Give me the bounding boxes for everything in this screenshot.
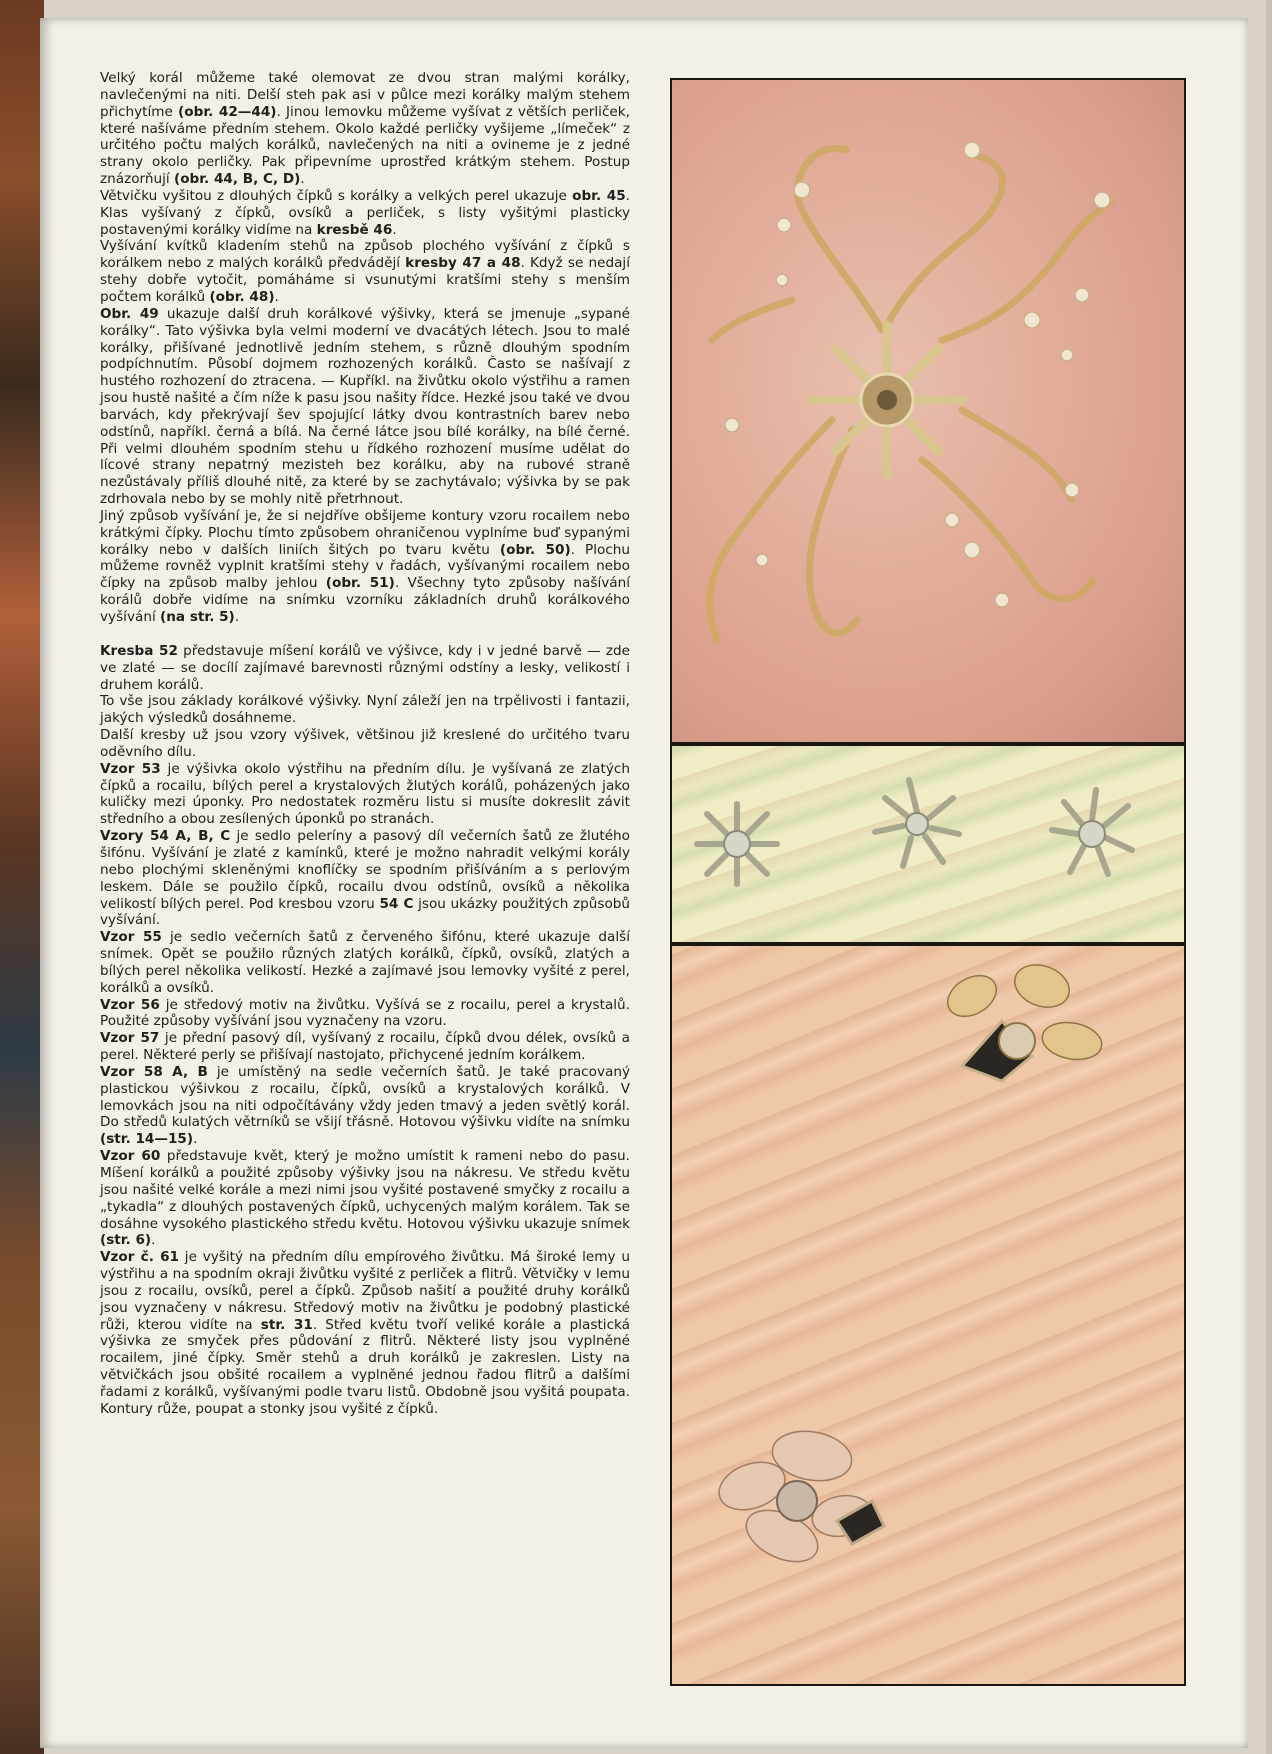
bold-reference: 54 C (379, 895, 414, 912)
bold-reference: Vzor 53 (100, 760, 161, 777)
text-run: . Všechny tyto způsoby našívání korálů dobře vidíme na snímku vzorníku základních druhů korálkového vyšívání (100, 575, 630, 625)
text-run: . (151, 1232, 156, 1249)
paragraph (100, 828, 630, 929)
article-body-text (100, 70, 630, 1418)
paragraph (100, 997, 630, 1031)
text-run: je sedlo peleríny a pasový díl večerních šatů ze žlutého šifónu. Vyšívání je zlaté z kamínků, které je možno nahradit velkými korály nebo plochými skleněnými knoflíčky se spodním přišíváním a s perlovým leskem. Dále se použilo čípků, rocailu dvou odstínů, ovsíků a několika velikostí bílých perel. Pod kresbou vzoru (100, 828, 630, 912)
bold-reference: Vzor 55 (100, 929, 162, 946)
bold-reference: kresbě 46 (316, 221, 393, 238)
text-run: . Když se nedají stehy dobře vytočit, pomáháme si vsunutými kratšími stehy s menším počtem korálků (100, 255, 630, 305)
bold-reference: Vzor 60 (100, 1148, 161, 1165)
paragraph (100, 1249, 630, 1417)
text-run: . (392, 221, 397, 238)
bold-reference: (obr. 42—44) (178, 103, 277, 120)
bold-reference: (obr. 50) (499, 541, 571, 558)
bold-reference: obr. 45 (572, 187, 626, 204)
text-run: ukazuje další druh korálkové výšivky, která se jmenuje „sypané korálky“. Tato výšivka byla velmi moderní ve dvacátých létech. Jsou to malé korálky, přišívané jednotlivě jedním stehem, s různě dlouhým spodním podpíchnutím. Působí dojmem rozhozených korálků. Často se našívají z hustého rozhození do ztracena. — Kupříkl. na živůtku okolo výstřihu a ramen jsou hustě našité a čím níže k pasu jsou našity řídce. Hezké jsou také ve dvou barvách, kdy překrývají šev spojující látky dvou kontrastních barev nebo odstínů, napříkl. černá a bílá. Na černé látce jsou bílé korálky, na bílé černé. Při velmi dlouhém spodním stehu u řídkého rozhození musíme udělat do lícové strany nepatrný mezistеh bez korálku, aby na rubové straně nezůstávaly příliš dlouhé nitě, za které by se zachytávalo; výšivka by se pak zdrhovala nebo by se mohly nitě přetrhnout. (100, 305, 630, 508)
magazine-spine-edge (0, 0, 44, 1754)
bold-reference: str. 31 (260, 1316, 313, 1333)
text-run: To vše jsou základy korálkové výšivky. Nyní záleží jen na trpělivosti i fantazii, jakých výsledků dosáhneme. (100, 693, 630, 727)
text-run: . (234, 609, 240, 625)
photo-beaded-flower-motifs (672, 946, 1184, 1684)
paragraph (100, 70, 630, 188)
paragraph (100, 306, 630, 508)
bold-reference: Obr. 49 (100, 305, 159, 322)
paragraph (100, 1030, 630, 1064)
text-run: je umístěný na sedle večerních šatů. Je také pracovaný plastickou výšivkou z rocailu, čípků, ovsíků a krystalových korálků. V lemovkách jsou na niti odpočítávány vždy jeden tmavý a jeden světlý korál. Do středů kulatých větrníků se všijí třásně. Hotovou výšivku vidíte na snímku (100, 1063, 630, 1131)
bold-reference: (obr. 44, B, C, D) (174, 171, 301, 188)
bold-reference: Kresba 52 (100, 642, 178, 659)
bold-reference: (obr. 48) (209, 288, 275, 305)
photo-column (670, 78, 1186, 1686)
paragraph (100, 1064, 630, 1148)
paragraph (100, 929, 630, 996)
paragraph (100, 188, 630, 239)
text-run: je vyšitý na předním dílu empírového živůtku. Má široké lemy u výstřihu a na spodním okraji živůtku vyšité z perliček a flitrů. Větvičky v lemu jsou z rocailu, ovsíků, perel a čípků. Způsob našití a použité druhy korálků jsou vyznačeny v nákresu. Středový motiv na živůtku je podobný plastické růži, kterou vidíte na (100, 1249, 630, 1333)
bold-reference: (na str. 5) (160, 609, 235, 625)
paragraph (100, 761, 630, 828)
bold-reference: (str. 14—15) (100, 1131, 194, 1148)
bold-reference: Vzor č. 61 (100, 1249, 180, 1266)
paragraph (100, 1148, 630, 1249)
photo-three-beaded-stars (672, 746, 1184, 942)
paragraph (100, 727, 630, 761)
text-run: Jiný způsob vyšívání je, že si nejdříve obšijeme kontury vzoru rocailem nebo krátkými čípky. Plochu tímto způsobem ohraničenou vyplníme buď sypanými korálky nebo v dalších liniích šitých po tvaru květu (100, 507, 630, 558)
paragraph (100, 508, 630, 626)
text-run: . Plochu můžeme rovněž vyplnit kratšími stehy v řadách, vyšívanými rocailem nebo čípky na způsob malby jehlou (100, 541, 631, 592)
bold-reference: Vzor 58 A, B (100, 1063, 208, 1080)
text-run: jsou ukázky použitých způsobů vyšívání. (100, 895, 631, 929)
bold-reference: kresby 47 a 48 (405, 255, 521, 272)
text-run: . Jinou lemovku můžeme vyšívat z větších perliček, které našíváme předním stehem. Okolo každé perličky vyšijeme „límeček“ z určitého počtu malých korálků, navlečených na niti a ovineme je z jedné strany okolo perličky. Pak připevníme uprostřed krátkým stehem. Postup znázorňují (100, 103, 630, 188)
paragraph (100, 693, 630, 727)
text-run: Velký korál můžeme také olemovat ze dvou stran malými korálky, navlečenými na niti. Delší steh pak asi v půlce mezi korálky malým stehem přichytíme (100, 70, 630, 120)
text-run: . (193, 1131, 198, 1148)
text-run: . (300, 171, 305, 188)
bold-reference: (obr. 51) (325, 575, 395, 592)
text-run: je přední pasový díl, vyšívaný z rocailu, čípků dvou délek, ovsíků a perel. Některé perly se přišívají nastojato, přichycené jedním korálkem. (100, 1030, 630, 1064)
text-run: Větvičku vyšitou z dlouhých čípků s korálky a velkých perel ukazuje (100, 187, 573, 204)
bold-reference: (str. 6) (100, 1232, 152, 1249)
text-run: představuje míšení korálů ve výšivce, kdy i v jedné barvě — zde ve zlaté — se docílí zajímavé barevnosti různými odstíny a lesky, velikostí i druhem korálů. (100, 642, 631, 693)
bold-reference: Vzor 56 (100, 996, 160, 1013)
text-run: je výšivka okolo výstřihu na předním dílu. Je vyšívaná ze zlatých čípků a rocailu, bílých perel a krystalových žlutých korálů, poházených jako kuličky mezi úponky. Pro nedostatek rozměru listu si musíte dokreslit závit středního a obou zesílených úponků po stranách. (100, 760, 630, 828)
bold-reference: Vzor 57 (100, 1030, 160, 1047)
photo-gold-floral-spray (672, 80, 1184, 742)
text-run: je středový motiv na živůtku. Vyšívá se z rocailu, perel a krystalů. Použité způsoby vyšívání jsou vyznačeny na vzoru. (100, 996, 630, 1030)
text-run: Další kresby už jsou vzory výšivek, většinou již kreslené do určitého tvaru oděvního dílu. (100, 727, 630, 760)
text-run: . (274, 288, 279, 305)
bold-reference: Vzory 54 A, B, C (100, 828, 231, 845)
paragraph (100, 238, 630, 305)
text-run: . Klas vyšívaný z čípků, ovsíků a perliček, s listy vyšitými plasticky postavenými korálky vidíme na (100, 187, 630, 238)
text-run: . Střed květu tvoří veliké korále a plastická výšivka ze smyček přes půdování z flitrů. Některé listy jsou vyplněné rocailem, jiné čípky. Směr stehů a druh korálků je zakreslen. Listy na větvičkách jsou obšité rocailem a vyplněné jednou řadou flitrů a dalšími řadami z korálků, vyšívanými podle tvaru listů. Obdobně jsou vyšitá poupata. Kontury růže, poupat a stonky jsou vyšité z čípků. (100, 1316, 631, 1417)
text-run: představuje květ, který je možno umístit k rameni nebo do pasu. Míšení korálků a použité způsoby výšivky jsou na nákresu. Ve středu květu jsou našité velké korále a mezi nimi jsou vyšité postavené smyčky z rocailu a „tykadla“ z dlouhých postavených čípků, uchycených malým korálem. Tak se dosáhne vysokého plastického středu květu. Hotovou výšivku ukazuje snímek (100, 1148, 630, 1232)
paragraph (100, 643, 630, 694)
text-run: je sedlo večerních šatů z červeného šifónu, které ukazuje další snímek. Opět se použilo různých zlatých korálků, čípků, ovsíků, zlatých a bílých perel několika velikostí. Hezké a zajímavé jsou lemovky vyšité z perel, korálků a ovsíků. (100, 929, 630, 996)
text-run: Vyšívání kvítků kladením stehů na způsob plochého vyšívání z čípků s korálkem nebo z malých korálků předvádějí (100, 238, 630, 272)
page-edge (1266, 0, 1272, 1754)
